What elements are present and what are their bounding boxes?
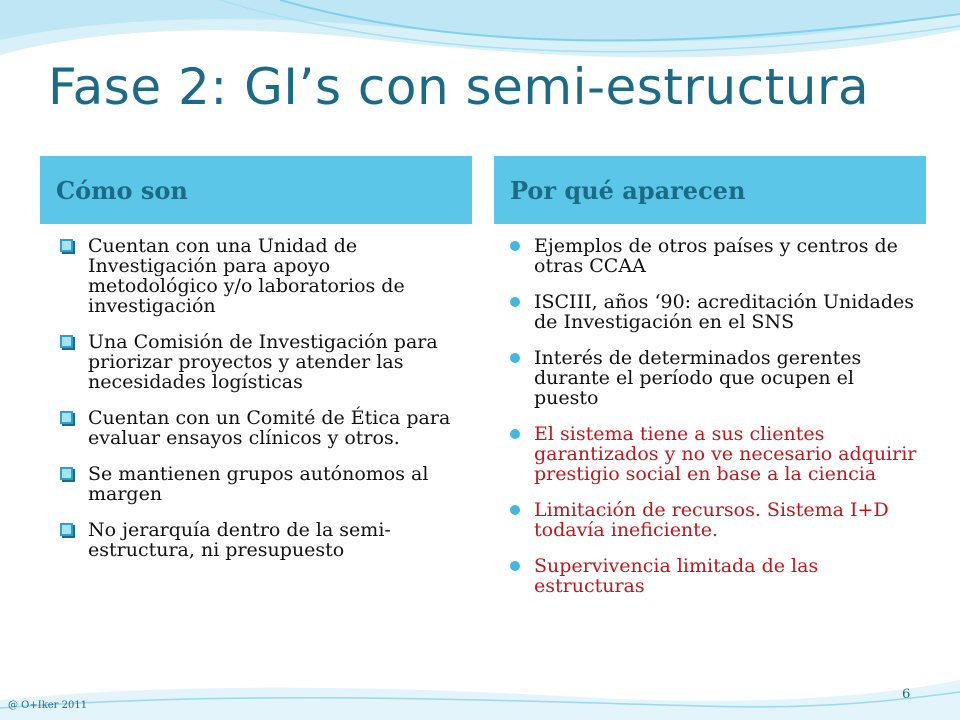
list-item-text: Supervivencia limitada de las estructuras — [534, 555, 819, 597]
left-bullet-list — [58, 236, 458, 576]
list-item-text: El sistema tiene a sus clientes garantizados y no ve necesario adquirir prestigio social en base a la ciencia — [534, 423, 917, 485]
column-header-label: Por qué aparecen — [510, 175, 746, 205]
round-bullet-icon — [510, 353, 520, 363]
list-item — [58, 520, 458, 560]
list-item — [508, 236, 918, 276]
list-item-text: ISCIII, años ‘90: acreditación Unidades de Investigación en el SNS — [534, 291, 915, 333]
list-item-text: Cuentan con un Comité de Ética para evaluar ensayos clínicos y otros. — [88, 407, 451, 449]
list-item-text: Una Comisión de Investigación para priorizar proyectos y atender las necesidades logísticas — [88, 331, 438, 393]
round-bullet-icon — [510, 297, 520, 307]
square-bullet-icon — [60, 411, 73, 424]
round-bullet-icon — [510, 241, 520, 251]
list-item-text: Se mantienen grupos autónomos al margen — [88, 463, 429, 505]
square-bullet-icon — [60, 239, 73, 252]
page-number: 6 — [902, 687, 911, 702]
round-bullet-icon — [510, 429, 520, 439]
round-bullet-icon — [510, 561, 520, 571]
list-item-highlighted — [508, 500, 918, 540]
list-item — [508, 348, 918, 408]
column-header-como-son — [40, 156, 472, 224]
square-bullet-icon — [60, 467, 73, 480]
list-item — [58, 332, 458, 392]
list-item-highlighted — [508, 556, 918, 596]
column-header-por-que-aparecen — [494, 156, 926, 224]
list-item — [58, 408, 458, 448]
footer-copyright: @ O+Iker 2011 — [8, 700, 88, 711]
list-item — [58, 236, 458, 316]
slide-title: Fase 2: GI’s con semi-estructura — [48, 58, 870, 116]
list-item — [508, 292, 918, 332]
list-item-highlighted — [508, 424, 918, 484]
list-item-text: Cuentan con una Unidad de Investigación para apoyo metodológico y/o laboratorios de investigación — [88, 235, 405, 317]
bottom-wave-decoration — [0, 640, 960, 720]
list-item-text: No jerarquía dentro de la semi-estructura, ni presupuesto — [88, 519, 391, 561]
list-item-text: Limitación de recursos. Sistema I+D todavía ineficiente. — [534, 499, 889, 541]
square-bullet-icon — [60, 523, 73, 536]
list-item — [58, 464, 458, 504]
list-item-text: Interés de determinados gerentes durante el período que ocupen el puesto — [534, 347, 862, 409]
square-bullet-icon — [60, 335, 73, 348]
list-item-text: Ejemplos de otros países y centros de otras CCAA — [534, 235, 898, 277]
column-header-label: Cómo son — [56, 175, 188, 205]
right-bullet-list — [508, 236, 918, 612]
round-bullet-icon — [510, 505, 520, 515]
